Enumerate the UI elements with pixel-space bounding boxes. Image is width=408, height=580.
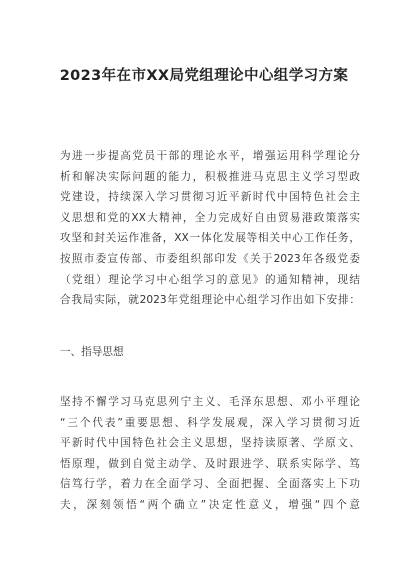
document-title: 2023年在市XX局党组理论中心组学习方案 — [59, 68, 349, 84]
guiding-thought-line: 平新时代中国特色社会主义思想，坚持读原著、学原文、 — [60, 437, 360, 450]
intro-line: 按照市委宣传部、市委组织部印发《关于2023年各级党委 — [60, 252, 360, 265]
guiding-thought-line: 悟原理，做到自觉主动学、及时跟进学、联系实际学、笃 — [60, 457, 360, 470]
intro-line: 析和解决实际问题的能力，积极推进马克思主义学习型政 — [60, 170, 360, 183]
intro-line: 攻坚和封关运作准备，XX一体化发展等相关中心工作任务， — [60, 232, 360, 245]
guiding-thought-line: 坚持不懈学习马克思列宁主义、毛泽东思想、邓小平理论 — [60, 396, 360, 408]
section-heading-guiding-thought: 一、指导思想 — [60, 346, 124, 358]
intro-paragraph — [60, 146, 360, 311]
intro-line: （党组）理论学习中心组学习的意见》的通知精神，现结 — [60, 273, 360, 286]
guiding-thought-line: 信笃行学，着力在全面学习、全面把握、全面落实上下功 — [60, 478, 360, 491]
guiding-thought-line: 夫，深刻领悟“两个确立”决定性意义，增强“四个意 — [60, 498, 360, 511]
intro-line: 合我局实际，就2023年党组理论中心组学习作出如下安排： — [60, 294, 360, 307]
guiding-thought-line: “三个代表”重要思想、科学发展观，深入学习贯彻习近 — [60, 416, 360, 429]
intro-line: 党建设，持续深入学习贯彻习近平新时代中国特色社会主 — [60, 191, 360, 204]
guiding-thought-paragraph — [60, 392, 360, 516]
intro-line: 义思想和党的XX大精神，全力完成好自由贸易港政策落实 — [60, 211, 360, 224]
intro-line: 为进一步提高党员干部的理论水平，增强运用科学理论分 — [60, 150, 360, 162]
